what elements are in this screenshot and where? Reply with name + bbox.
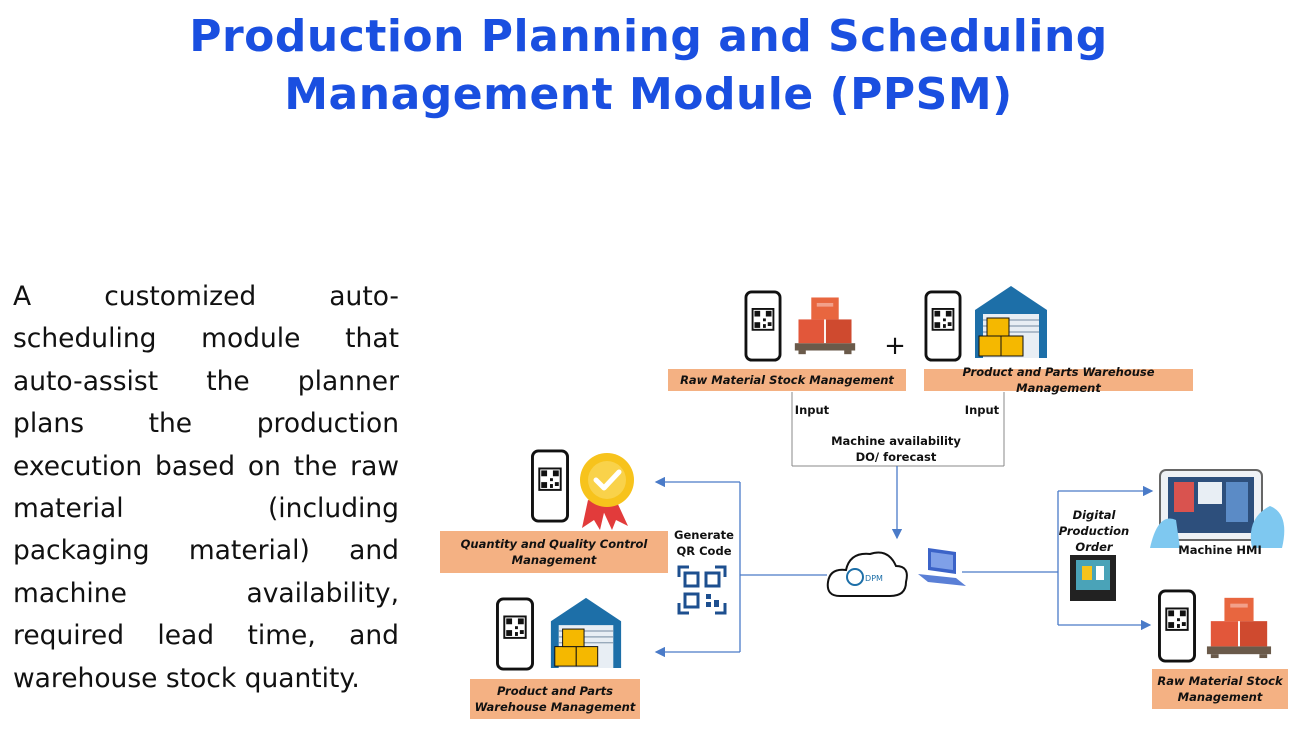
production-label: Production [1058, 524, 1130, 538]
warehouse-icon [551, 598, 621, 668]
qr-code-icon [679, 567, 725, 613]
tablet-hmi-icon [1150, 470, 1284, 548]
qr-code-label: QR Code [676, 544, 732, 558]
digital-label: Digital [1072, 508, 1116, 522]
phone-qr-icon [1159, 591, 1194, 661]
machine-hmi-label: Machine HMI [1178, 543, 1262, 557]
order-label: Order [1075, 540, 1113, 554]
page-title-line-2: Management Module (PPSM) [284, 69, 1013, 120]
phone-qr-icon [746, 292, 780, 360]
module-description: A customized auto-scheduling module that auto-assist the planner plans the production execution based on the raw material (including packaging material) and machine availability, required lead time, and warehouse stock quantity. [13, 281, 399, 694]
raw-material-label: Raw Material Stock Management [668, 369, 906, 391]
cloud-icon [828, 553, 907, 597]
product-parts-label-2: Product and Parts Warehouse Management [470, 679, 640, 719]
page-title-line-1: Production Planning and Scheduling [189, 11, 1108, 62]
cloud-label: DPM [865, 574, 883, 583]
machine-availability-label: Machine availability [831, 434, 961, 448]
input-right-label: Input [964, 403, 1000, 417]
plus-sign: + [884, 331, 906, 361]
product-parts-label: Product and Parts Warehouse Management [924, 369, 1193, 391]
raw-material-label-2: Raw Material Stock Management [1152, 669, 1288, 709]
laptop-icon [918, 548, 966, 586]
quantity-quality-label: Quantity and Quality Control Management [440, 531, 668, 573]
phone-qr-icon [926, 292, 960, 360]
warehouse-icon [975, 286, 1047, 358]
phone-qr-icon [532, 451, 567, 521]
boxes-pallet-icon [1207, 598, 1271, 658]
boxes-pallet-icon [795, 297, 855, 354]
input-left-label: Input [794, 403, 830, 417]
do-forecast-label: DO/ forecast [855, 450, 937, 464]
order-icon [1070, 555, 1116, 601]
quality-badge-icon [580, 453, 634, 530]
phone-qr-icon [497, 599, 532, 669]
generate-label: Generate [674, 528, 734, 542]
